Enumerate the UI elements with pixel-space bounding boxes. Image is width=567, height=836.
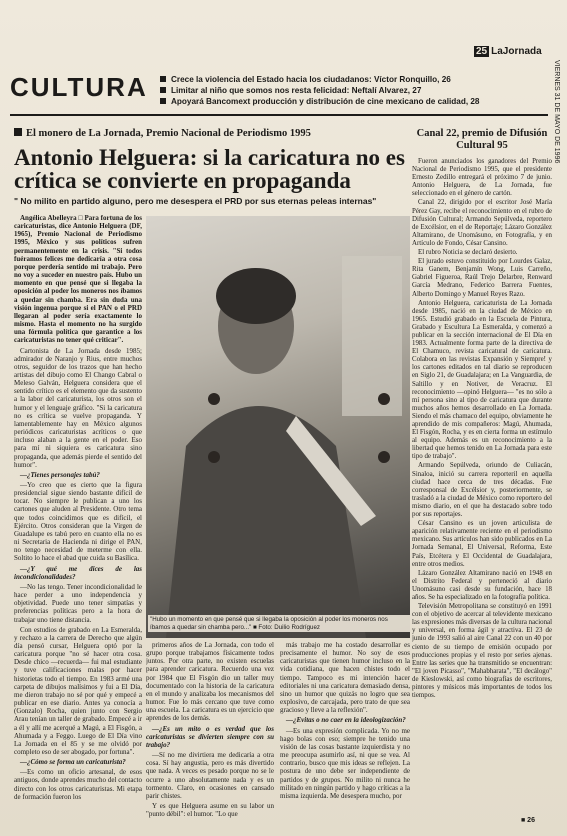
- article-paragraph: Con estudios de grabado en La Esmeralda, y rechazo a la carrera de Derecho que algún día pensó cursar, Helguera optó por la caricatura porque "no sé hacer otra cosa. Desde chico —recuerda— fui mal estudiante y tuve calificaciones malas por hacer historietas todo el tiempo. En 1983 armé una carpeta de dibujos malísimos y fui a El Día, me dieron trabajo no sé por qué y empecé a publicar en ese diario. Antes ya conocía a (Gonzalo) Rocha, quien junto con Sergio Arau tenían un taller de grabado. Empecé a ir a él y allí me acerqué a Magú, a El Fisgón, a Ahumada y a Feggo. Luego de El Día vino La Jornada en el 85 y se me olvidó por completo eso de ser abogado, por fortuna".: [14, 625, 142, 756]
- paper-hole: [208, 393, 220, 405]
- article-subtitle: " No milito en partido alguno, pero me desespera el PRD por sus eternas peleas internas": [14, 196, 377, 206]
- article-paragraph: primeros años de La Jornada, con todo el grupo porque trabajamos físicamente todos juntos. Por otra parte, no existen escuelas para aprender caricatura. Recuerdo una vez por 1984 que El Fisgón dio un taller muy documentado con la historia de la caricatura en el mundo y analizaba los mecanismos del humor. Fue lo más cercano que tuve como una escuela. La caricatura es un ejercicio que aprendes de los demás.: [146, 641, 274, 723]
- sidebar-paragraph: César Cansino es un joven articulista de aparición relativamente reciente en el periodismo mexicano. Sus artículos han sido publicados en La Jornada Semanal, El Universal, Reforma, Este País, Etcétera y El Occidental de Guadalajara, entre otros medios.: [412, 520, 552, 568]
- article-title: Antonio Helguera: si la caricatura no es crítica se convierte en propaganda: [14, 145, 405, 193]
- interview-question: —¿Evitas o no caer en la ideologización?: [286, 716, 406, 725]
- continued-page-ref: ■ 26: [521, 817, 535, 824]
- sidebar-paragraph: Antonio Helguera, caricaturista de La Jornada desde 1985, nació en la ciudad de México en 1965. Estudió grabado en la Escuela de Pintura, Grabado y Escultura La Esmeralda, y comenzó a publicar en la sección internacional de El Día en 1983. Actualmente forma parte de la directiva de El Chamuco, revista caricatural de caricatura. Colabora en las revistas Expansión y Siempre! y los cartones editados en tal diario se reproducen en Siglo 21, de Guadalajara; en La Vanguardia, de Saltillo y en Notiver, de Veracruz. El reconocimiento —opinó Helguera— "es no sólo a mí persona sino al tipo de caricatura que durante muchos años hemos desarrollado en La Jornada. Siendo el más chamaco del equipo, obviamente he aprendido de mis compañeros: Magú, Ahumada, El Fisgón, Rocha, y es en cierta forma un estímulo al equipo. Además es un reconocimiento a la libertad que hemos tenido en La Jornada para este tipo de trabajo".: [412, 299, 552, 461]
- article-paragraph: —Es como un oficio artesanal, de esos antiguos, donde aprendes mucho del contacto directo con los otros caricaturistas. Mi etapa de formación fueron los: [14, 768, 142, 801]
- bullet-square-icon: [160, 76, 166, 82]
- article-paragraph: Y es que Helguera asume en su labor un "punto débil": el humor. "Lo que: [146, 801, 274, 819]
- article-column-3: [280, 641, 410, 817]
- article-paragraph: Angélica Abelleyra □ Para fortuna de los caricaturistas, dice Antonio Helguera (DF, 1965), Premio Nacional de Periodismo 1995, México y sus políticos sufren permanentemente en la crisis. "Si todos fuéramos felices me dedicaría a otra cosa porque perdería sentido mi trabajo. Pero no voy a suceder en nuestro país. Hubo un momento en que pensé que si llegaba la oposición al poder los moneros nos íbamos a quedar sin chamba. Era sin duda una visión ingenua porque si el PAN o el PRD llegaran al poder sería exactamente lo mismo. Hasta el momento no ha surgido una fórmula política que garantice a los caricaturistas no tener qué criticar".: [14, 214, 142, 345]
- sidebar-paragraph: El rubro Noticia se declaró desierto.: [418, 249, 518, 257]
- bullet-square-icon: [160, 98, 166, 104]
- section-title: CULTURA: [10, 72, 148, 102]
- sidebar-paragraph: Fueron anunciados los ganadores del Premio Nacional de Periodismo 1995, que el presidente Ernesto Zedillo entregará el próximo 7 de junio. Antonio Helguera, de La Jornada, fue seleccionado en el género de cartón.: [412, 158, 552, 198]
- paper-hole: [378, 451, 390, 463]
- article-paragraph: Cartonista de La Jornada desde 1985; admirador de Naranjo y Rius, entre muchos otros, seguidor de los trazos que han hecho artistas del dibujo como El Chango Cabral o Meleso Galván, Helguera considera que el sentido crítico es el elemento que da sustento a la labor del caricaturista, los otros son el humor y el lenguaje gráfico. "Si la caricatura no es crítica se vuelve propaganda. Y lamentablemente hay en México algunos periódicos caricaturistas acríticos o que incluso alaban a la gente en el poder. Eso para mí ni siquiera es caricatura sino propaganda, que además pierde el sentido del humor".: [14, 346, 142, 469]
- edition-date: VIERNES 31 DE MAYO DE 1996: [553, 60, 560, 164]
- page-number-badge: 25: [476, 46, 488, 57]
- interview-question: —¿Tienes personajes tabú?: [20, 470, 100, 479]
- interview-question: —¿Cómo se forma un caricaturista?: [20, 758, 126, 767]
- sidebar-body: [412, 158, 552, 836]
- article-kicker: El monero de La Jornada, Premio Nacional de Periodismo 1995: [14, 128, 414, 139]
- article-paragraph: —Es una expresión complicada. Yo no me hago bolas con eso; siempre he tenido una visión de las cosas bastante izquierdista y no me preocupa asumirlo así, ni que se vea. Al contrario, busco que mis ideas se reflejen. La postura de uno debe ser independiente de partidos y de grupos. No milito ni nunca he militado en ningún partido y hago críticas a la misma izquierda. Me desespera mucho, por: [280, 726, 410, 800]
- headline-list: [160, 74, 510, 107]
- sidebar-box: [412, 128, 552, 836]
- article-paragraph: —No las tengo. Tener incondicionalidad le hace perder a uno independencia y objetividad. Puede uno tener simpatías y preferencias políticas pero a la hora de trabajar uno tiene distancia.: [14, 582, 142, 624]
- paper-hole: [378, 393, 390, 405]
- article-column-2: [146, 641, 274, 826]
- sidebar-paragraph: Armando Sepúlveda, oriundo de Culiacán, Sinaloa, inició su carrera reporteril en aquella ciudad hace cerca de tres décadas. Fue corresponsal de Excélsior y, posteriormente, se trasladó a la ciudad de México como reportero del mismo diario, en el que ha destacado sobre todo por sus reportajes.: [412, 462, 552, 519]
- photo-caption: "Hubo un momento en que pensé que si llegaba la oposición al poder los moneros nos íbamos a quedar sin chamba pero..." ■ Foto: Duilio Rodríguez: [148, 615, 410, 632]
- article-column-1: [14, 214, 142, 826]
- headline-item[interactable]: Crece la violencia del Estado hacia los ciudadanos: Víctor Ronquillo, 26: [160, 74, 510, 85]
- article-paragraph: —Yo creo que es cierto que la figura presidencial sigue siendo bastante difícil de tocar. No siempre le publican a uno los cartones que aluden al Presidente. Otro tema que todos coincidimos que es difícil, el Ejército. Otros consideran que la Virgen de Guadalupe es tabú pero en cuanto ella no es ni Secretaria de Hacienda ni dirige el PAN, no tengo necesidad de meterme con ella. Soltito lo hace el abad que cuida su Basílica.: [14, 481, 142, 563]
- paper-hole: [208, 451, 220, 463]
- headline-item[interactable]: Limitar al niño que somos nos resta felicidad: Neftalí Alvarez, 27: [160, 85, 510, 96]
- sidebar-paragraph: Lázaro González Altamirano nació en 1948 en el Distrito Federal y perteneció al diario Unomásuno casi desde su fundación, hace 18 años. Se ha especializado en la fotografía política.: [412, 569, 552, 601]
- article-photo: [146, 216, 410, 638]
- article-paragraph: —Sí no me divirtiera me dedicaría a otra cosa. Sí hay angustia, pero es más divertido que nada. A veces es pesado porque no se le ocurre a uno absolutamente nada y es un tormento. Claro, en ocasiones en cansado parir chistes.: [146, 751, 274, 800]
- header-divider: [10, 114, 548, 116]
- sidebar-title: Canal 22, premio de Difusión Cultural 95: [416, 128, 548, 151]
- article-paragraph: más trabajo me ha costado desarrollar es precisamente el humor. No soy de esos caricaturistas que tienen humor incluso en la vida cotidiana, que hacen chistes todo el tiempo. Tampoco es mi intención hacer editoriales ni una caricatura demasiado densa, sino un humor que quizás no logro que sea explosivo, de carcajada, pero trato de que sea gracioso y lleve a la reflexión".: [280, 641, 410, 715]
- newspaper-logo: [474, 46, 542, 57]
- sidebar-paragraph: El jurado estuvo constituido por Lourdes Galaz, Rita Ganem, Benjamín Wong, Luis Carreño, Gabriel Figueroa, Raúl Trejo Delarbre, Renward García Medrano, Federico Barrera Fuentes, Alberto Domingo y Manuel Reyes Razo.: [412, 258, 552, 298]
- sidebar-paragraph: Televisión Metropolitana se constituyó en 1991 con el objetivo de acercar al televidente mexicano las expresiones más diversas de la cultura nacional y universal, en forma ágil y atractiva. El 23 de junio de 1993 salió al aire Canal 22 con un 40 por ciento de su tiempo de emisión ocupado por producciones propias y el resto por series ajenas. Entre las series que ha transmitido se encuentran: "El joven Picasso", "Mahabharata", "El decálogo" de Kieslowski, así como biografías de escritores, pintores y músicos más importantes de todos los tiempos.: [412, 603, 552, 700]
- sidebar-paragraph: Canal 22, dirigido por el escritor José María Pérez Gay, recibe el reconocimiento en el rubro de Difusión Cultural; Armando Sepúlveda, reportero de Excélsior, en el de Reportaje; Lázaro González Altamirano, de Unomásuno, en Fotografía, y en Artículo de Fondo, César Cansino.: [412, 199, 552, 247]
- interview-question: —¿Es un mito o es verdad que los caricaturistas se divierten siempre con su trabajo?: [146, 724, 274, 749]
- kicker-square-icon: [14, 128, 22, 136]
- interview-question: —¿Y qué me dices de las incondicionalidades?: [14, 564, 142, 581]
- cartoonist-photo-illustration: [146, 216, 410, 638]
- logo-name: LaJornada: [491, 46, 542, 57]
- bullet-square-icon: [160, 87, 166, 93]
- headline-item[interactable]: Apoyará Bancomext producción y distribución de cine mexicano de calidad, 28: [160, 96, 510, 107]
- masthead: [10, 44, 510, 108]
